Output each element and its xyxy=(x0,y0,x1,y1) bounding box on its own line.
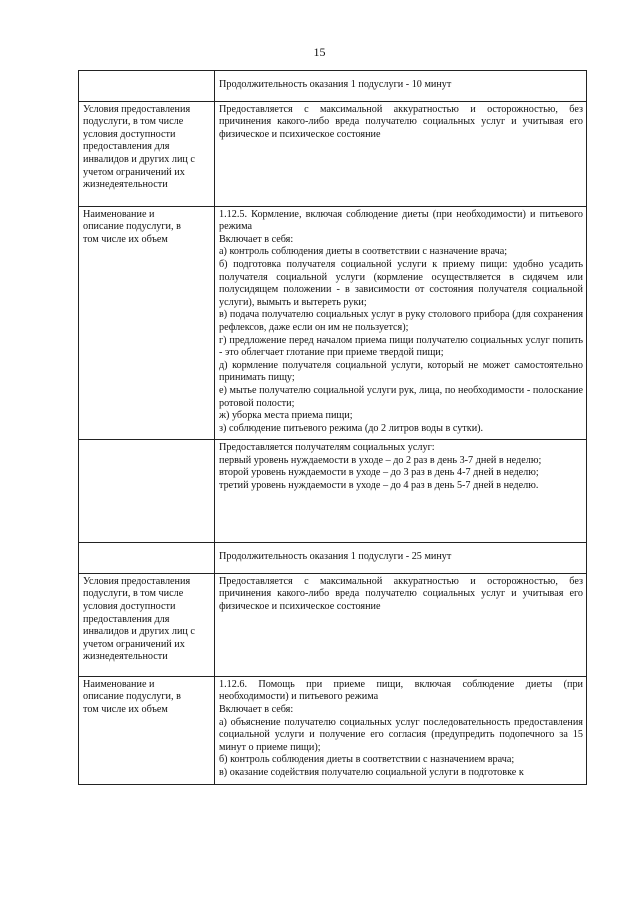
label-line: Условия предоставления xyxy=(83,103,191,115)
label-line: описание подуслуги, в xyxy=(83,221,181,233)
label-line: Условия предоставления xyxy=(83,575,191,587)
description-label-cell xyxy=(79,206,215,440)
duration-text: Продолжительность оказания 1 подуслуги - 25 минут xyxy=(219,551,452,563)
label-line: Наименование и xyxy=(83,678,155,690)
duration-text: Продолжительность оказания 1 подуслуги - 10 минут xyxy=(219,79,452,90)
service-title: 1.12.5. Кормление, включая соблюдение диеты (при необходимости) и питьевого режима xyxy=(219,208,583,233)
label-line: жизнедеятельности xyxy=(83,651,168,663)
frequency-level: второй уровень нуждаемости в уходе – до 3 раз в день 4-7 дней в неделю; xyxy=(219,467,539,479)
conditions-text-cell xyxy=(215,101,587,206)
label-line: учетом ограничений их xyxy=(83,638,185,650)
label-line: подуслуги, в том числе xyxy=(83,116,184,128)
label-line: том числе их объем xyxy=(83,704,168,716)
description-text-cell xyxy=(215,206,587,440)
list-item: д) кормление получателя социальной услуги, который не может самостоятельно принимать пищу; xyxy=(219,359,583,384)
list-item: б) контроль соблюдения диеты в соответствии с назначением врача; xyxy=(219,754,515,766)
label-line: условия доступности xyxy=(83,601,176,613)
left-cell-empty xyxy=(79,440,215,543)
description-text-cell xyxy=(215,676,587,784)
label-line: описание подуслуги, в xyxy=(83,691,181,703)
conditions-label-cell xyxy=(79,573,215,676)
conditions-text: Предоставляется с максимальной аккуратностью и осторожностью, без причинения какого-либо вреда получателю социальных услуг и учитывая его физическое и психическое состояние xyxy=(219,103,583,140)
label-line: предоставления для xyxy=(83,613,170,625)
label-line: инвалидов и других лиц с xyxy=(83,626,195,638)
table-row xyxy=(79,206,587,440)
label-line: инвалидов и других лиц с xyxy=(83,153,195,165)
label-line: том числе их объем xyxy=(83,233,168,245)
frequency-text-cell xyxy=(215,440,587,543)
list-item: г) предложение перед началом приема пищи получателю социальных услуг попить - это облегчает глотание при приеме твердой пищи; xyxy=(219,334,583,359)
label-line: жизнедеятельности xyxy=(83,179,168,191)
list-item: е) мытье получателю социальной услуги рук, лица, по необходимости - полоскание ротовой полости; xyxy=(219,384,583,409)
table-row xyxy=(79,101,587,206)
table-row xyxy=(79,676,587,784)
table-row xyxy=(79,543,587,574)
list-item: б) подготовка получателя социальной услуги к приему пищи: удобно усадить получателя социальной услуги (кормление осуществляется в сидячем или полусидящем положении - в зависимости от состояния получателя социальной услуги), вымыть и вытереть руки; xyxy=(219,258,583,308)
list-item: а) объяснение получателю социальных услуг последовательность предоставления социальной услуги и получение его согласия (предупредить подопечного за 15 минут о приеме пищи); xyxy=(219,716,583,753)
list-item: в) оказание содействия получателю социальной услуги в подготовке к xyxy=(219,767,524,779)
service-title: 1.12.6. Помощь при приеме пищи, включая соблюдение диеты (при необходимости) и питьевого режима xyxy=(219,678,583,703)
left-cell-empty xyxy=(79,71,215,102)
label-line: предоставления для xyxy=(83,141,170,153)
label-line: условия доступности xyxy=(83,128,176,140)
includes-label: Включает в себя: xyxy=(219,704,294,716)
list-item: а) контроль соблюдения диеты в соответствии с назначение врача; xyxy=(219,246,508,258)
description-label-cell xyxy=(79,676,215,784)
conditions-label-cell xyxy=(79,101,215,206)
table-row xyxy=(79,440,587,543)
duration-cell xyxy=(215,543,587,574)
label-line: учетом ограничений их xyxy=(83,166,185,178)
table-row xyxy=(79,573,587,676)
left-cell-empty xyxy=(79,543,215,574)
conditions-text-cell xyxy=(215,573,587,676)
label-line: Наименование и xyxy=(83,208,155,220)
frequency-level: третий уровень нуждаемости в уходе – до 4 раз в день 5-7 дней в неделю. xyxy=(219,480,539,492)
label-line: подуслуги, в том числе xyxy=(83,588,184,600)
conditions-text: Предоставляется с максимальной аккуратностью и осторожностью, без причинения какого-либо вреда получателю социальных услуг и учитывая его физическое и психическое состояние xyxy=(219,575,583,613)
services-table xyxy=(78,70,587,785)
duration-cell xyxy=(215,71,587,102)
page-number: 15 xyxy=(313,45,326,59)
list-item: ж) уборка места приема пищи; xyxy=(219,410,353,422)
list-item: з) соблюдение питьевого режима (до 2 литров воды в сутки). xyxy=(219,422,484,434)
table-row xyxy=(79,71,587,102)
includes-label: Включает в себя: xyxy=(219,233,294,245)
list-item: в) подача получателю социальных услуг в руку столового прибора (для сохранения рефлексов, даже если он им не пользуется); xyxy=(219,309,583,333)
frequency-intro: Предоставляется получателям социальных услуг: xyxy=(219,442,435,454)
frequency-level: первый уровень нуждаемости в уходе – до 2 раз в день 3-7 дней в неделю; xyxy=(219,454,542,466)
